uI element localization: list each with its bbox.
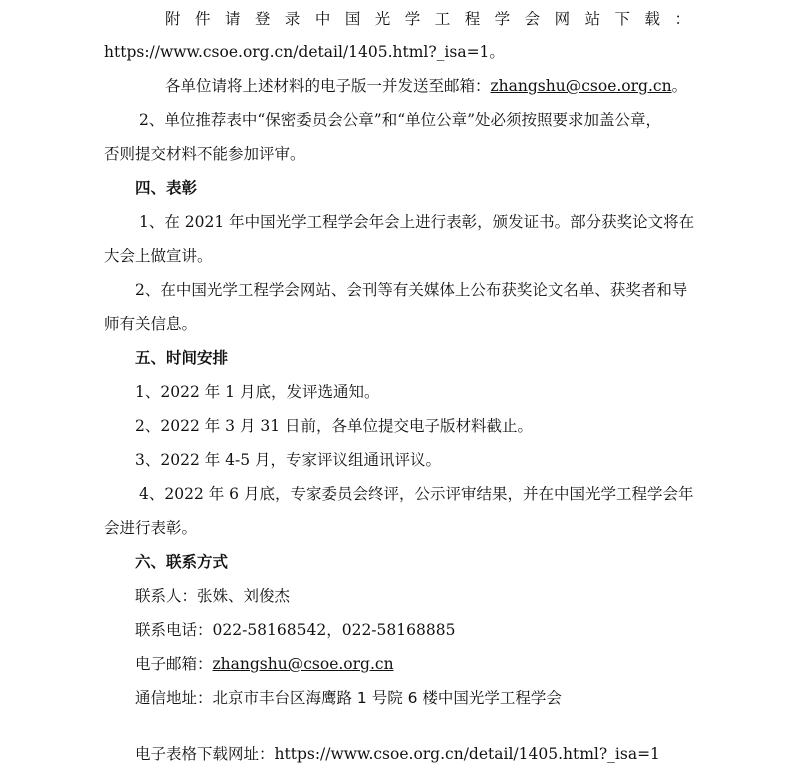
section6-heading: 六、联系方式	[135, 553, 229, 571]
attachment-download-line: 附件请登录中国光学工程学会网站下载：	[165, 10, 690, 28]
item2-line1: 2、单位推荐表中“保密委员会公章”和“单位公章”处必须按照要求加盖公章，	[139, 111, 662, 129]
email-note	[165, 76, 687, 96]
s5-item4-line2: 会进行表彰。	[104, 519, 198, 537]
contact-email	[135, 654, 394, 674]
s5-item2: 2、2022 年 3 月 31 日前，各单位提交电子版材料截止。	[135, 417, 534, 435]
s4-item1-line1: 1、在 2021 年中国光学工程学会年会上进行表彰，颁发证书。部分获奖论文将在	[139, 213, 695, 231]
contact-address: 通信地址：北京市丰台区海鹰路 1 号院 6 楼中国光学工程学会	[135, 689, 562, 707]
attachment-url[interactable]: https://www.csoe.org.cn/detail/1405.html?_isa=1。	[104, 43, 505, 61]
email-note-suffix: 。	[671, 77, 688, 95]
contact-person: 联系人：张姝、刘俊杰	[135, 587, 291, 605]
item2-line2: 否则提交材料不能参加评审。	[104, 145, 306, 163]
s4-item1-line2: 大会上做宣讲。	[104, 247, 213, 265]
s4-item2-line2: 师有关信息。	[104, 315, 198, 333]
s5-item4-line1: 4、2022 年 6 月底，专家委员会终评，公示评审结果，并在中国光学工程学会年	[139, 485, 694, 503]
s5-item1: 1、2022 年 1 月底，发评选通知。	[135, 383, 380, 401]
s5-item3: 3、2022 年 4-5 月，专家评议组通讯评议。	[135, 451, 442, 469]
spreadsheet-download-url[interactable]: 电子表格下载网址：https://www.csoe.org.cn/detail/1405.html?_isa=1	[135, 745, 660, 763]
contact-phone: 联系电话：022-58168542，022-58168885	[135, 621, 456, 639]
contact-email-link[interactable]: zhangshu@csoe.org.cn	[212, 655, 394, 673]
section4-heading: 四、表彰	[135, 179, 198, 197]
s4-item2-line1: 2、在中国光学工程学会网站、会刊等有关媒体上公布获奖论文名单、获奖者和导	[135, 281, 688, 299]
contact-email-label: 电子邮箱：	[135, 655, 213, 673]
email-note-link[interactable]: zhangshu@csoe.org.cn	[490, 77, 672, 95]
email-note-text: 各单位请将上述材料的电子版一并发送至邮箱：	[165, 77, 491, 95]
section5-heading: 五、时间安排	[135, 349, 229, 367]
